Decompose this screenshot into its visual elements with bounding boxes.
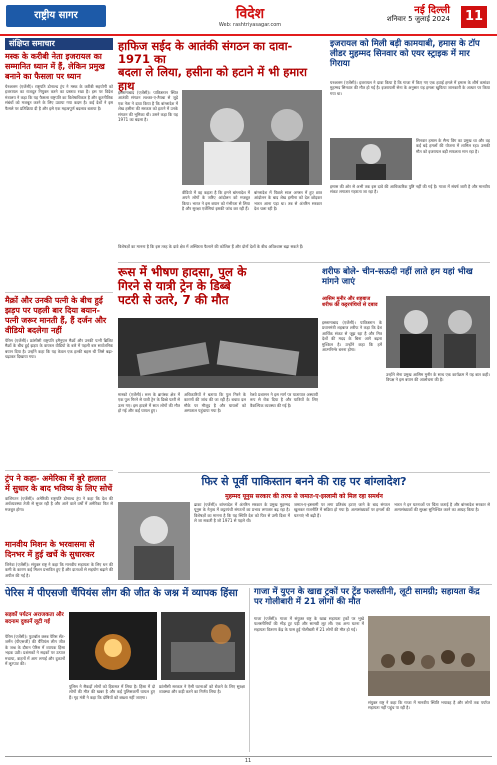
bangladesh-story-col-1: ढाका (एजेंसी)। बांग्लादेश में अंतरिम सरकार के प्रमुख मुहम्मद यूनुस के नेतृत्व में कट्टरपंथी संगठनों का प्रभाव लगातार बढ़ रहा है। विशेषज्ञों का मानना है कि यह स्थिति देश को फिर से उसी दिशा में ले जा सकती है जो 1971 से पहले थी। [194,502,290,524]
top-headline-line-1: हाफिज सईद के आतंकी संगठन का दावा- 1971 का [118,39,293,67]
divider [118,472,490,473]
brief-1 [5,52,113,262]
russia-story-col-3: रेलवे प्रशासन ने इस मार्ग पर यातायात अस्थायी रूप से रोक दिया है और यात्रियों के लिए वैकल्पिक व्यवस्था की गई है। [250,392,318,408]
dateline [350,6,450,24]
top-story-col-1: इस्लामाबाद (एजेंसी)। पाकिस्तान स्थित आतंकी संगठन लश्कर-ए-तैयबा से जुड़े एक नेता ने दावा किया है कि बांग्लादेश में शेख हसीना की सरकार को हटाने में उनके संगठन की भूमिका थी। उसने कहा कि यह 1971 का बदला है। [118,90,178,123]
sharif-story-subhead: आसिम मुनीर और शहबाज शरीफ की कट्टरपंथियों से दबाव [322,296,378,308]
photo-gaza-crowd [368,616,490,696]
israel-story-headline: इजरायल को मिली बड़ी कामयाबी, हमास के टॉप लीडर मुहम्मद सिनवार को एयर स्ट्राइक में मार गिराया [330,39,480,69]
brief-2-body: पेरिस (एजेंसी)। फ्रांसीसी राष्ट्रपति इमैनुएल मैक्रों और उनकी पत्नी ब्रिजिट मैक्रों के बीच हुई झड़प के वायरल वीडियो के बारे में पहली बार सार्वजनिक बयान दिया है। उन्होंने कहा कि यह केवल एक हल्की बहस थी जिसे बढ़ा-चढ़ाकर दिखाया गया। [5,338,113,360]
sidebar-label: संक्षिप्त समाचार [5,38,113,50]
dateline-date: शनिवार 5 जुलाई 2024 [386,15,450,23]
photo-yunus [118,502,190,580]
top-story-col-3: बांग्लादेश में पिछले साल अगस्त में हुए छात्र आंदोलन के बाद शेख हसीना को देश छोड़कर भारत आना पड़ा था। तब से अंतरिम सरकार देश चला रही है। [254,190,322,212]
russia-headline-line-2: गिरने से यात्री ट्रेन के डिब्बे [118,278,231,293]
brief-4-body: जिनेवा (एजेंसी)। संयुक्त राष्ट्र ने कहा कि मानवीय सहायता के लिए धन की कमी के कारण कई मिशन प्रभावित हुए हैं और दाताओं से सहयोग बढ़ाने की अपील की गई है। [5,562,113,578]
footer-page-marker: 11 [244,758,252,764]
photo-hamas-leader [330,138,412,180]
top-headline-line-2: बदला ले लिया, हसीना को हटाने में भी हमारा हाथ [118,65,307,93]
psg-story-col-2: पुलिस ने सैकड़ों लोगों को हिरासत में लिया है। हिंसा में दो लोगों की मौत की खबर है और कई पुलिसकर्मी घायल हुए हैं। गृह मंत्री ने कहा कि दोषियों को बख्शा नहीं जाएगा। [69,684,155,700]
sharif-story-col-1: इस्लामाबाद (एजेंसी)। पाकिस्तान के प्रधानमंत्री शहबाज शरीफ ने कहा कि देश आर्थिक संकट से जूझ रहा है और मित्र देशों की मदद के बिना आगे बढ़ना मुश्किल है। उन्होंने कहा कि हमें आत्मनिर्भर बनना होगा। [322,320,382,353]
divider [5,470,113,471]
photo-paris-street [161,612,245,680]
footer-rule [5,756,492,757]
top-story-col-4: विशेषज्ञों का मानना है कि इस तरह के दावे क्षेत्र में अस्थिरता फैलाने की कोशिश हैं और दोनों देशों के बीच अविश्वास बढ़ा सकते हैं। [118,244,304,249]
brief-2-title: मैक्रों और उनकी पत्नी के बीच हुई झड़प पर पहली बार दिया बयान- पत्नी जरूर मानती हैं, हैं दर्जन और वीडियो बदलेगा नहीं [5,296,107,335]
newspaper-logo: राष्ट्रीय सागर [6,5,106,27]
dateline-city: नई दिल्ली [414,5,450,16]
brief-1-body: येरुशलम (एजेंसी)। राष्ट्रपति डोनाल्ड ट्रंप ने मस्क के करीबी सहयोगी को इजरायल का राजदूत नियुक्त करने का प्रस्ताव रखा है। इस पर विदेश मंत्रालय ने कहा कि यह फैसला राष्ट्रपति का विशेषाधिकार है और कूटनीतिक संबंधों को मजबूत करने के लिए उठाया गया कदम है। कई देशों ने इस फैसले पर प्रतिक्रिया दी है और इसे एक महत्वपूर्ण बदलाव बताया है। [5,84,113,111]
bangladesh-story-col-3: भारत ने इन घटनाओं पर चिंता जताई है और बांग्लादेश सरकार से अल्पसंख्यकों की सुरक्षा सुनिश्चित करने का आग्रह किया है। [394,502,490,513]
israel-story-para-3: हमास की ओर से अभी तक इस दावे की आधिकारिक पुष्टि नहीं की गई है। गाजा में संघर्ष जारी है और मानवीय संकट लगातार गहराता जा रहा है। [330,184,490,195]
brief-1-title: मस्क के करीबी नेता इजरायल का सम्मानित ध्यान में हैं, लेकिन प्रमुख बनाने का फैसला पर ध्यान [5,52,105,81]
photo-hafiz-saeed [182,90,322,185]
sharif-story-headline: शरीफ बोले- चीन-सऊदी नहीं लाते हम यहां भीख मांगने जाएं [322,267,473,287]
website-url: Web: rashtriyasagar.com [218,22,282,28]
gaza-story-col-2: संयुक्त राष्ट्र ने कहा कि गाजा में मानवीय स्थिति भयावह है और लोगों तक पर्याप्त सहायता नहीं पहुंच पा रही है। [368,700,490,711]
russia-story-headline [118,266,318,307]
photo-sharif [386,296,490,368]
bangladesh-story-headline: फिर से पूर्वी पाकिस्तान बनने की राह पर बांग्लादेश? [201,475,407,488]
gaza-story-col-1: गाजा (एजेंसी)। गाजा में संयुक्त राष्ट्र के खाद्य सहायता ट्रकों पर भूखे फलस्तीनियों की भीड़ टूट पड़ी और सामग्री लूट ली। एक अन्य घटना में सहायता वितरण केंद्र के पास हुई गोलीबारी में 21 लोगों की मौत हो गई। [254,616,364,632]
top-story-headline [118,40,323,93]
bangladesh-story-col-2: जमात-ए-इस्लामी पर लगा प्रतिबंध हटाए जाने के बाद संगठन खुलकर राजनीति में सक्रिय हो गया है। अल्पसंख्यकों पर हमलों की घटनाएं भी बढ़ी हैं। [294,502,390,518]
russia-story-col-2: अधिकारियों ने बताया कि पुल गिरने के कारणों की जांच की जा रही है। बचाव दल मौके पर मौजूद है और घायलों को अस्पताल पहुंचाया गया है। [184,392,246,414]
photo-train-accident [118,318,318,388]
divider [118,262,490,263]
psg-story-subhead: सड़कों पर्यटन अराजकता और बदनाम दुकानें लूटी गईं [5,612,64,625]
psg-story-col-3: फ्रांसीसी सरकार ने ऐसी घटनाओं को रोकने के लिए सुरक्षा व्यवस्था और कड़ी करने का निर्णय लिया है। [159,684,245,695]
brief-3 [5,474,113,536]
russia-headline-line-1: रूस में भीषण हादसा, पुल के [118,265,247,279]
photo-paris-riots [69,612,157,680]
sharif-story-col-2: उन्होंने सेना प्रमुख आसिम मुनीर के साथ एक कार्यक्रम में यह बात कही। विपक्ष ने इस बयान की आलोचना की है। [386,372,490,383]
section-title: विदेश [235,6,265,22]
page-number: 11 [461,6,487,28]
top-story-col-2: वीडियो में वह कहता है कि हमने बांग्लादेश में अपने लोगों के जरिए आंदोलन को मजबूत किया। भारत ने इस बयान को गंभीरता से लिया है और सुरक्षा एजेंसियां इसकी जांच कर रही हैं। [182,190,250,212]
brief-3-title: ट्रंप ने कहा- अमेरिका में बुरे हालात में सुधार के बाद भविष्य के लिए सोचें [5,474,113,493]
israel-story-para-1: यरुशलम (एजेंसी)। इजरायल ने दावा किया है कि गाजा में किए गए एक हवाई हमले में हमास के शीर्ष कमांडर मुहम्मद सिनवार की मौत हो गई है। इजरायली सेना के अनुसार यह हमला खुफिया जानकारी के आधार पर किया गया था। [330,80,490,96]
bangladesh-story-subhead: मुहम्मद यूनुस सरकार की तरफ से जमात-ए-इस्लामी को मिल रहा समर्थन [225,493,383,500]
russia-headline-line-3: पटरी से उतरे, 7 की मौत [118,292,229,307]
divider [5,292,113,293]
brief-2 [5,296,113,436]
divider [5,584,492,585]
psg-story-col-1: पेरिस (एजेंसी)। फुटबॉल क्लब पेरिस सेंट-जर्मेन (पीएसजी) की चैंपियंस लीग जीत के जश्न के दौरान पेरिस में व्यापक हिंसा भड़क उठी। प्रशंसकों ने सड़कों पर उत्पात मचाया, वाहनों में आग लगाई और दुकानों में लूटपाट की। [5,634,65,667]
brief-4-title: मानवीय मिशन के भरवासमा से दिनभर में हुई खर्चे के सुधारकर [5,540,95,559]
israel-story-para-2: सिनवार हमास के सैन्य विंग का प्रमुख था और वह कई बड़े हमलों की योजना में शामिल रहा। उसकी मौत को इजरायल बड़ी सफलता मान रहा है। [416,138,490,154]
brief-4 [5,540,113,594]
gaza-story-headline: गाजा में युएन के खाद्य ट्रकों पर ट्रेंड फलस्तीनी, लूटी सामग्री; सहायता केंद्र पर गोलीबारी में 21 लोगों की मौत [254,587,480,607]
russia-story-col-1: मास्को (एजेंसी)। रूस के ब्रायंस्क क्षेत्र में एक पुल गिरने से यात्री ट्रेन के डिब्बे पटरी से उतर गए। इस हादसे में सात लोगों की मौत हो गई और कई घायल हुए। [118,392,180,414]
column-divider [249,588,250,752]
brief-3-body: वाशिंगटन (एजेंसी)। अमेरिकी राष्ट्रपति डोनाल्ड ट्रंप ने कहा कि देश की अर्थव्यवस्था तेजी से सुधर रही है और आने वाले वर्षों में अमेरिका फिर से मजबूत होगा। [5,496,113,512]
psg-story-headline: पेरिस में पीएसजी चैंपियंस लीग की जीत के जश्न में व्यापक हिंसा [5,588,238,599]
